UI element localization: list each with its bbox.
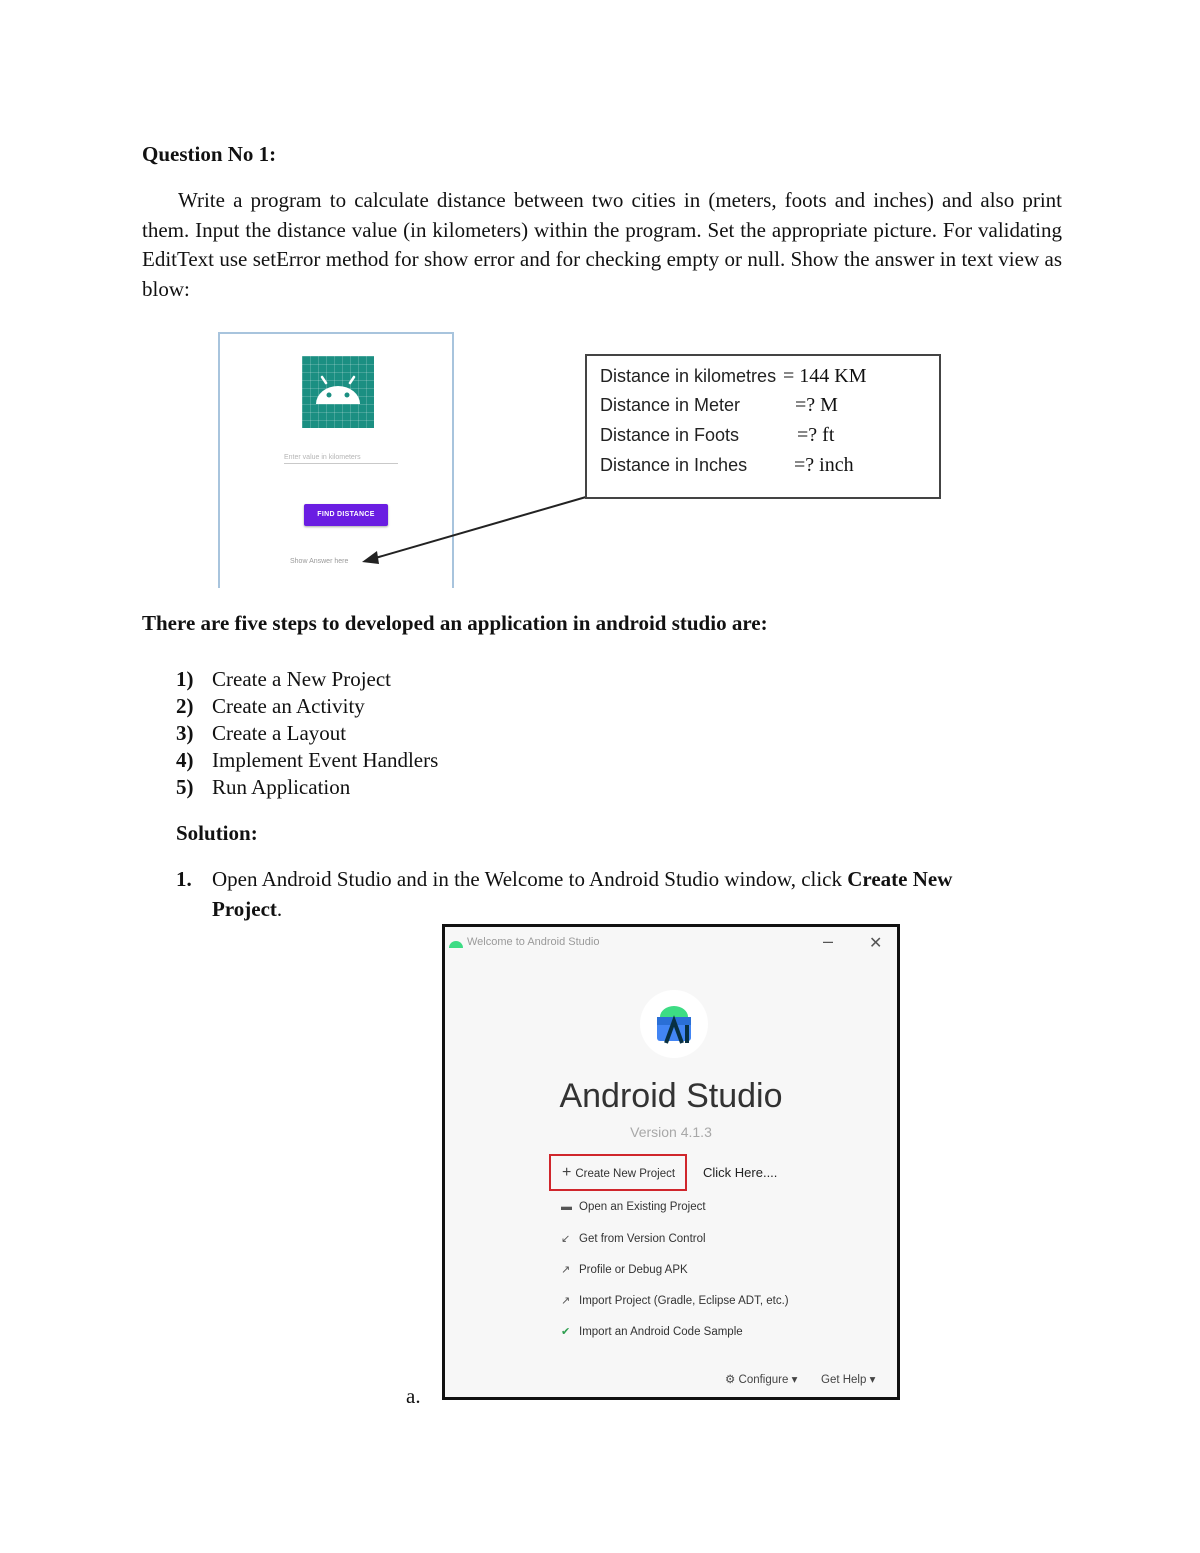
menu-item-label: Import an Android Code Sample (579, 1326, 743, 1338)
plus-icon: + (562, 1164, 572, 1181)
step-number: 5) (176, 775, 194, 799)
checkout-icon: ↙ (561, 1233, 571, 1245)
create-new-label: Create New (847, 867, 953, 891)
profile-icon: ↗ (561, 1264, 571, 1276)
solution-step-number: 1. (176, 867, 192, 891)
answer-textview: Show Answer here (290, 558, 349, 565)
step-number: 1) (176, 667, 194, 691)
steps-list (176, 666, 438, 801)
solution-step-text: Open Android Studio and in the Welcome to Android Studio window, click (212, 867, 848, 891)
menu-item-label: Open an Existing Project (579, 1201, 706, 1213)
click-here-annotation: Click Here.... (703, 1165, 778, 1180)
period: . (276, 897, 283, 921)
result-value: =? inch (794, 454, 854, 476)
folder-icon: ▬ (561, 1201, 572, 1213)
figure-caption: a. (406, 1384, 421, 1408)
project-label: Project (212, 897, 277, 921)
configure-menu[interactable] (725, 1372, 797, 1386)
step-number: 3) (176, 721, 194, 745)
steps-heading: There are five steps to developed an application in android studio are: (142, 611, 768, 635)
create-new-project-label: Create New Project (575, 1168, 676, 1180)
result-row (600, 366, 776, 388)
result-value: = 144 KM (783, 365, 867, 387)
profile-debug-apk-item[interactable] (561, 1263, 688, 1276)
solution-step (176, 864, 1076, 924)
result-row (600, 425, 739, 447)
result-value: =? ft (797, 424, 835, 446)
create-new-project-button[interactable] (549, 1154, 687, 1191)
sample-icon: ✔ (561, 1326, 571, 1338)
import-project-item[interactable] (561, 1294, 789, 1307)
get-help-menu[interactable]: Get Help ▾ (821, 1374, 876, 1386)
configure-label: Configure ▾ (738, 1374, 798, 1386)
step-text: Create a Layout (212, 721, 347, 745)
step-text: Create a New Project (212, 667, 392, 691)
open-existing-project-item[interactable] (561, 1201, 706, 1213)
import-code-sample-item[interactable] (561, 1325, 743, 1338)
pointer-arrow (0, 0, 1200, 700)
window-titlebar (445, 927, 897, 961)
result-row (600, 395, 740, 417)
result-box (585, 354, 941, 499)
result-row (600, 455, 747, 477)
step-number: 4) (176, 748, 194, 772)
kilometers-input[interactable]: Enter value in kilometers (284, 454, 398, 464)
step-text: Create an Activity (212, 694, 365, 718)
question-text: Write a program to calculate distance between two cities in (meters, foots and inches) and also print them. Input the distance value (in kilometers) within the program. Set the appropriate picture. For validating EditText use setError method for show error and for checking empty or null. Show the answer in text view as blow: (142, 188, 1062, 301)
result-value: =? M (795, 394, 838, 416)
step-number: 2) (176, 694, 194, 718)
app-version: Version 4.1.3 (630, 1124, 712, 1140)
get-from-vcs-item[interactable] (561, 1232, 706, 1245)
app-name: Android Studio (559, 1077, 783, 1115)
solution-heading: Solution: (176, 821, 258, 845)
minimize-button[interactable]: – (823, 931, 834, 951)
list-item (176, 720, 438, 747)
menu-item-label: Profile or Debug APK (579, 1264, 688, 1276)
android-mini-icon (449, 939, 463, 948)
result-label: Distance in Inches (600, 455, 748, 475)
list-item (176, 693, 438, 720)
result-label: Distance in Foots (600, 425, 740, 445)
question-heading: Question No 1: (142, 142, 277, 166)
android-studio-logo-icon (639, 989, 709, 1059)
close-button[interactable]: ✕ (869, 935, 883, 952)
list-item (176, 774, 438, 801)
menu-item-label: Get from Version Control (579, 1233, 706, 1245)
list-item (176, 747, 438, 774)
list-item (176, 666, 438, 693)
gear-icon: ⚙ (725, 1374, 739, 1386)
result-label: Distance in Meter (600, 395, 741, 415)
android-studio-welcome-window (442, 924, 900, 1400)
step-text: Implement Event Handlers (212, 748, 439, 772)
import-icon: ↗ (561, 1295, 571, 1307)
find-distance-button[interactable]: FIND DISTANCE (304, 504, 388, 526)
step-text: Run Application (212, 775, 351, 799)
window-title: Welcome to Android Studio (467, 936, 600, 948)
result-label: Distance in kilometres (600, 366, 777, 386)
menu-item-label: Import Project (Gradle, Eclipse ADT, etc.) (579, 1295, 789, 1307)
